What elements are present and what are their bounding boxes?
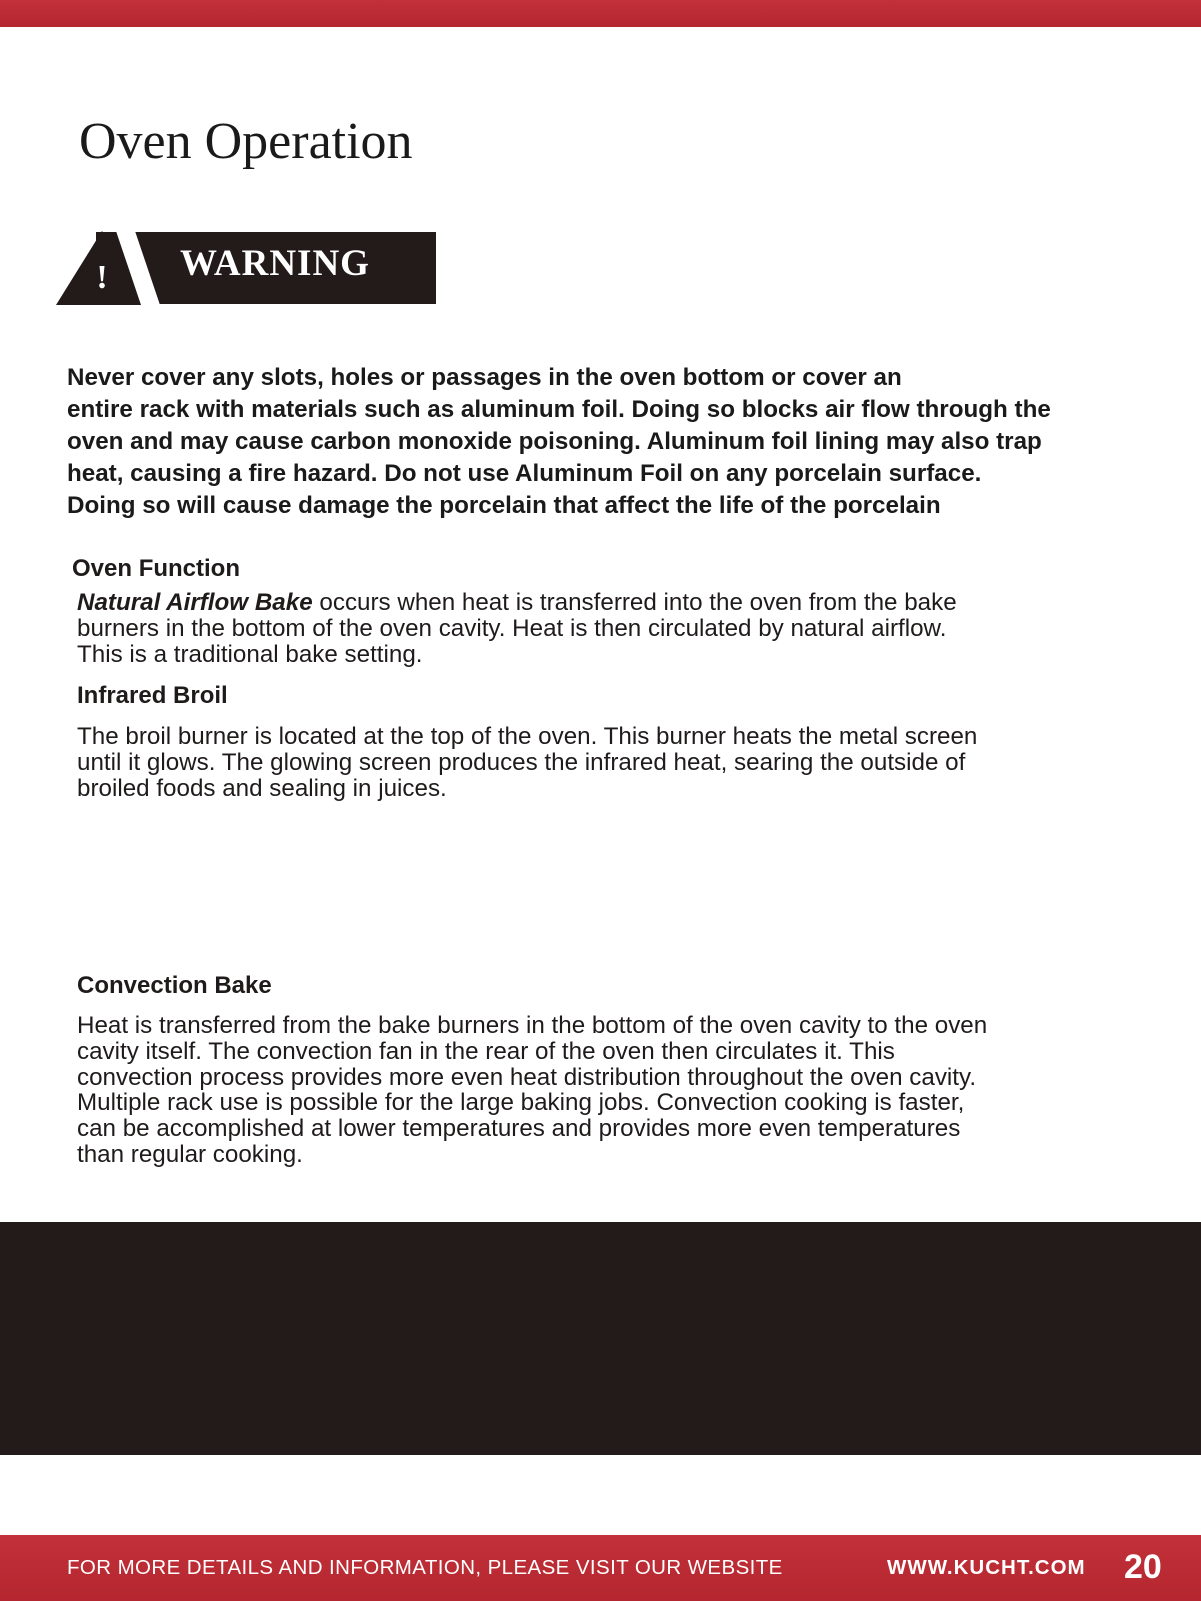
warning-line: Doing so will cause damage the porcelain that affect the life of the porcelain [67, 492, 941, 519]
top-accent-bar [0, 0, 1201, 27]
exclamation-icon: ! [96, 259, 108, 296]
convection-bake-line: cavity itself. The convection fan in the rear of the oven then circulates it. This [77, 1037, 895, 1065]
convection-bake-line: than regular cooking. [77, 1140, 303, 1168]
warning-sign-graphic [56, 231, 436, 305]
convection-bake-line: Heat is transferred from the bake burners in the bottom of the oven cavity to the oven [77, 1012, 988, 1039]
infrared-broil-text [77, 724, 1177, 801]
convection-bake-line: can be accomplished at lower temperatures and provides more even temperatures [77, 1115, 961, 1143]
warning-badge [56, 231, 436, 305]
infrared-broil-line: broiled foods and sealing in juices. [77, 774, 447, 802]
infrared-broil-heading: Infrared Broil [77, 682, 228, 709]
dark-band [0, 1222, 1201, 1455]
warning-line: oven and may cause carbon monoxide poisoning. Aluminum foil lining may also trap [67, 428, 1042, 455]
convection-bake-heading: Convection Bake [77, 972, 272, 999]
warning-line: heat, causing a fire hazard. Do not use Aluminum Foil on any porcelain surface. [67, 460, 982, 487]
convection-bake-line: convection process provides more even heat distribution throughout the oven cavity. [77, 1063, 977, 1091]
website-link[interactable]: WWW.KUCHT.COM [887, 1556, 1086, 1579]
oven-function-heading: Oven Function [72, 555, 240, 582]
warning-line: entire rack with materials such as aluminum foil. Doing so blocks air flow through the [67, 396, 1051, 423]
oven-function-line: This is a traditional bake setting. [77, 640, 423, 668]
infrared-broil-line: until it glows. The glowing screen produces the infrared heat, searing the outside of [77, 748, 966, 776]
warning-line: Never cover any slots, holes or passages in the oven bottom or cover an [67, 364, 902, 391]
oven-function-line: burners in the bottom of the oven cavity. Heat is then circulated by natural airflow. [77, 614, 947, 642]
oven-function-text [77, 590, 1177, 667]
warning-label: WARNING [180, 243, 370, 284]
oven-function-line [77, 590, 1177, 616]
page-number: 20 [1124, 1548, 1162, 1586]
page-title: Oven Operation [79, 113, 413, 170]
convection-bake-text [77, 1013, 1177, 1168]
warning-paragraph [67, 362, 1201, 522]
convection-bake-line: Multiple rack use is possible for the large baking jobs. Convection cooking is faster, [77, 1089, 965, 1117]
footer-text: FOR MORE DETAILS AND INFORMATION, PLEASE VISIT OUR WEBSITE [67, 1556, 783, 1579]
infrared-broil-line: The broil burner is located at the top of the oven. This burner heats the metal screen [77, 723, 978, 750]
natural-airflow-bake-term: Natural Airflow Bake [77, 589, 313, 616]
oven-function-line-text: occurs when heat is transferred into the oven from the bake [312, 589, 957, 616]
footer-bar [0, 1535, 1201, 1601]
